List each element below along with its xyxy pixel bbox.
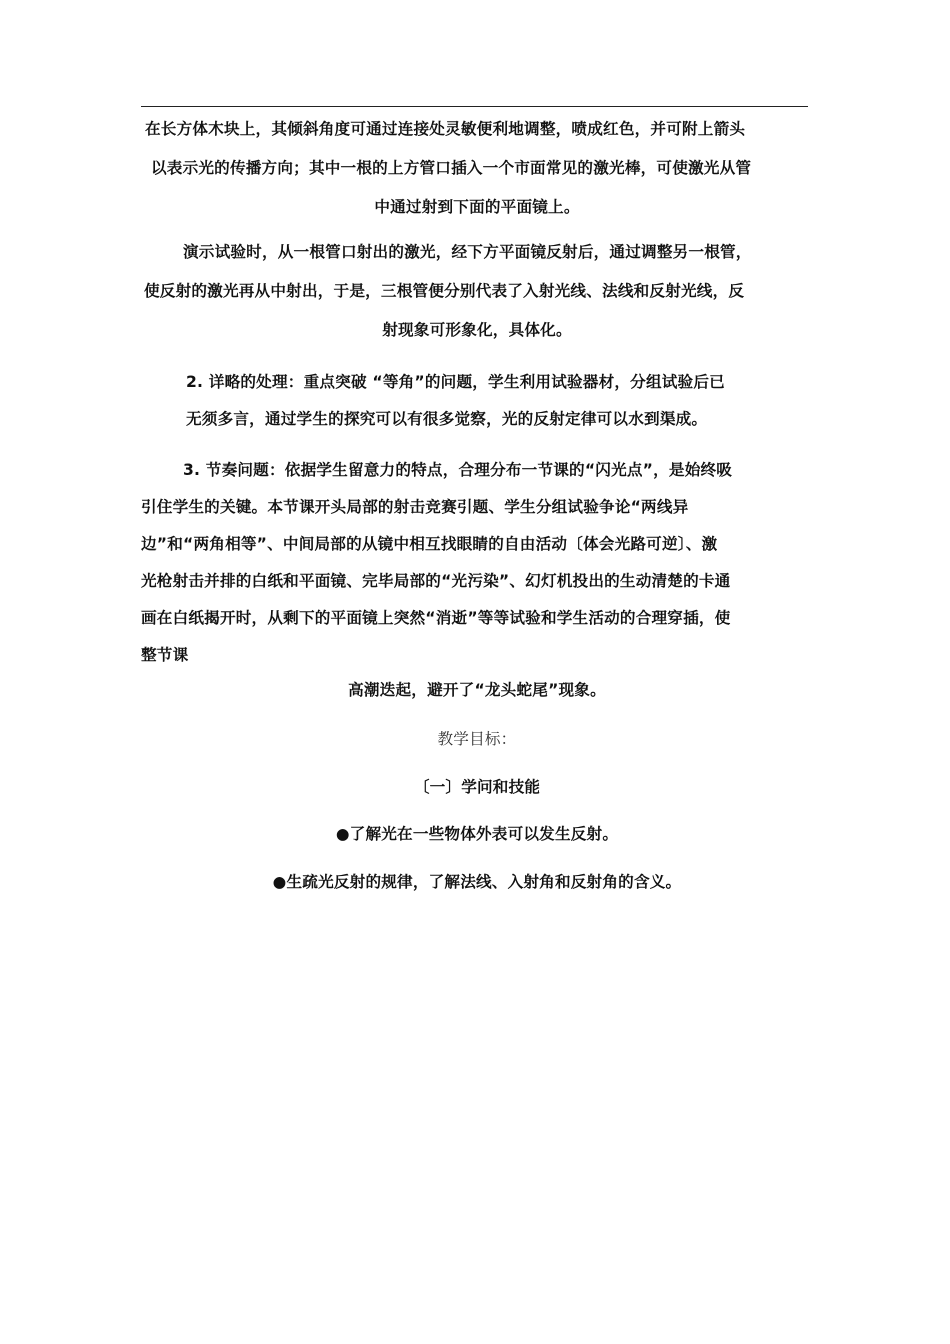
bullet-text: ●生疏光反射的规律，了解法线、入射角和反射角的含义。 — [272, 873, 682, 891]
header-divider — [141, 106, 808, 107]
text-line: 在长方体木块上，其倾斜角度可通过连接处灵敏便利地调整，喷成红色，并可附上箭头 — [145, 120, 746, 138]
text-line: 引住学生的关键。本节课开头局部的射击竞赛引题、学生分组试验争论“两线异 — [141, 498, 689, 516]
section-heading-text: 〔一〕学问和技能 — [413, 778, 541, 796]
text-line: 中通过射到下面的平面镜上。 — [374, 198, 580, 216]
text-line: 2. 详略的处理：重点突破 “等角”的问题，学生利用试验器材，分组试验后已 — [186, 373, 725, 391]
text-line: 射现象可形象化，具体化。 — [382, 321, 572, 339]
text-line: 3. 节奏问题：依据学生留意力的特点，合理分布一节课的“闪光点”，是始终吸 — [183, 461, 733, 479]
text-line: 整节课 — [141, 646, 189, 664]
text-line: 光枪射击并排的白纸和平面镜、完毕局部的“光污染”、幻灯机投出的生动清楚的卡通 — [141, 572, 731, 590]
text-line: 演示试验时，从一根管口射出的激光，经下方平面镜反射后，通过调整另一根管， — [183, 243, 752, 261]
text-line: 使反射的激光再从中射出，于是，三根管便分别代表了入射光线、法线和反射光线，反 — [144, 282, 745, 300]
paragraph-climax — [141, 678, 813, 700]
text-line: 边”和“两角相等”、中间局部的从镜中相互找眼睛的自由活动〔体会光路可逆〕、激 — [141, 535, 718, 553]
text-line: 以表示光的传播方向；其中一根的上方管口插入一个市面常见的激光棒，可使激光从管 — [151, 159, 752, 177]
paragraph-detail-handling — [141, 370, 813, 429]
section-heading — [141, 775, 813, 797]
objectives-heading — [141, 727, 813, 749]
bullet-item — [141, 870, 813, 892]
paragraph-rhythm — [141, 458, 813, 665]
text-line: 无须多言，通过学生的探究可以有很多觉察，光的反射定律可以水到渠成。 — [186, 410, 708, 428]
objectives-heading-text: 教学目标： — [437, 730, 517, 748]
bullet-text: ●了解光在一些物体外表可以发生反射。 — [335, 825, 619, 843]
paragraph-apparatus — [141, 117, 813, 217]
text-line: 画在白纸揭开时，从剩下的平面镜上突然“消逝”等等试验和学生活动的合理穿插，使 — [141, 609, 731, 627]
text-line: 高潮迭起，避开了“龙头蛇尾”现象。 — [348, 681, 606, 699]
bullet-item — [141, 822, 813, 844]
paragraph-demonstration — [141, 240, 813, 340]
